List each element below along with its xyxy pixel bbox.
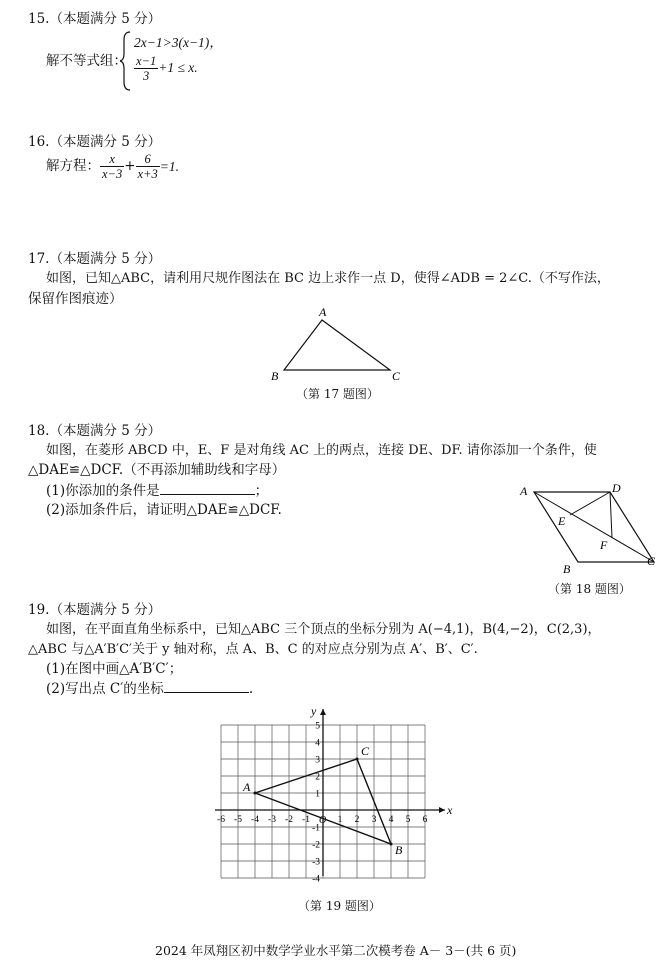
x-tick-label: 1 (337, 815, 343, 825)
q17-triangle-figure (266, 304, 406, 386)
segment-de (570, 492, 610, 515)
q18-part-2: (2)添加条件后，请证明△DAE≌△DCF. (46, 502, 282, 518)
label-a: A (319, 305, 327, 319)
y-tick-label: -3 (312, 857, 320, 868)
brace-icon (120, 30, 132, 92)
q17-line-1: 如图，已知△ABC，请利用尺规作图法在 BC 边上求作一点 D，使得∠ADB = 2∠C.（不写作法， (46, 271, 610, 286)
q18-answer-blank[interactable] (160, 481, 255, 495)
x-tick-label: 5 (405, 815, 411, 825)
q16-tail: =1. (159, 159, 180, 174)
q16-f1-num: x (100, 152, 124, 167)
y-tick-label: 5 (315, 721, 320, 732)
x-tick-label: 3 (371, 815, 377, 825)
q15-heading: 15.（本题满分 5 分） (28, 11, 162, 27)
q19-part-1: (1)在图中画△A′B′C′； (46, 661, 183, 677)
q16-fraction-1 (100, 152, 124, 181)
q16-f1-den: x−3 (102, 167, 123, 181)
label-a: A (520, 484, 528, 498)
y-tick-label: 2 (315, 772, 320, 783)
q16-lead: 解方程： (46, 158, 100, 174)
q18-line-2: △DAE≌△DCF.（不再添加辅助线和字母） (28, 462, 286, 478)
y-axis-arrow (320, 709, 326, 715)
triangle-abc (284, 320, 390, 370)
label-e: E (558, 514, 566, 528)
q16-equation (46, 152, 179, 181)
origin-label: O (319, 815, 327, 826)
page-footer: 2024 年凤翔区初中数学学业水平第二次模考卷 A－ 3－(共 6 页) (155, 943, 517, 958)
q15-frac-den: 3 (142, 69, 150, 83)
q18-part-1 (46, 481, 268, 500)
q16-heading: 16.（本题满分 5 分） (28, 134, 162, 150)
y-tick-label: -1 (312, 823, 320, 834)
q19-heading: 19.（本题满分 5 分） (28, 602, 162, 618)
x-tick-label: -6 (217, 815, 225, 825)
q18-caption: （第 18 题图） (548, 582, 631, 596)
x-tick-label: 4 (388, 815, 394, 825)
diagonal-ac (534, 492, 654, 562)
q15-frac-num: x−1 (136, 54, 157, 68)
q19-part-2-end: . (248, 681, 254, 697)
vertex-point (356, 758, 359, 761)
q19-part-2-label: (2)写出点 C′的坐标 (46, 681, 164, 697)
label-c: C (392, 369, 401, 383)
x-tick-label: -3 (268, 815, 276, 825)
label-b: B (271, 369, 279, 383)
x-tick-label: -4 (251, 815, 259, 825)
label-d: D (612, 481, 621, 495)
x-tick-label: -5 (234, 815, 242, 825)
q17-line-2: 保留作图痕迹） (28, 291, 123, 307)
q19-line-2: △ABC 与△A′B′C′关于 y 轴对称，点 A、B、C 的对应点分别为点 A′、B′、C′. (28, 642, 478, 657)
vertex-label: C (361, 744, 370, 758)
vertex-point (390, 843, 393, 846)
y-tick-label: -2 (312, 840, 320, 851)
q18-rhombus-figure (516, 478, 664, 576)
q16-f2-num: 6 (136, 152, 160, 167)
q16-fraction-2 (136, 152, 160, 181)
segment-df (610, 492, 612, 538)
y-tick-label: -4 (312, 874, 320, 885)
q18-line-1: 如图，在菱形 ABCD 中，E、F 是对角线 AC 上的两点，连接 DE、DF. 请你添加一个条件，使 (46, 443, 597, 458)
q17-heading: 17.（本题满分 5 分） (28, 251, 162, 267)
x-axis-arrow (439, 807, 445, 813)
q16-plus: + (124, 158, 136, 174)
label-b: B (563, 562, 571, 576)
label-c: C (647, 554, 656, 568)
q15-inequality-2 (134, 54, 198, 83)
label-f: F (600, 538, 608, 552)
q19-coordinate-grid (210, 688, 460, 894)
vertex-point (254, 792, 257, 795)
vertex-label: A (243, 780, 251, 794)
q18-part-1-end: ； (254, 483, 269, 499)
x-tick-label: 2 (354, 815, 360, 825)
q16-f2-den: x+3 (137, 167, 158, 181)
q15-inequality-1: 2x−1>3(x−1)， (134, 35, 223, 50)
q17-caption: （第 17 题图） (296, 387, 379, 401)
y-tick-label: 1 (315, 789, 320, 800)
q19-line-1: 如图，在平面直角坐标系中，已知△ABC 三个顶点的坐标分别为 A(−4,1)，B(4,−2)，C(2,3)， (46, 622, 601, 637)
q18-heading: 18.（本题满分 5 分） (28, 423, 162, 439)
q19-caption: （第 19 题图） (298, 899, 381, 913)
x-axis-label: x (447, 803, 453, 817)
x-tick-label: -2 (285, 815, 293, 825)
vertex-label: B (395, 843, 403, 857)
y-tick-label: 3 (315, 755, 320, 766)
q15-fraction (134, 54, 158, 83)
x-tick-label: -1 (302, 815, 310, 825)
q15-lead: 解不等式组： (46, 53, 127, 69)
y-tick-label: 4 (315, 738, 320, 749)
y-axis-label: y (311, 704, 317, 718)
q15-inequality-2-tail: +1 ≤ x. (158, 60, 198, 75)
x-tick-label: 6 (422, 815, 428, 825)
q18-part-1-label: (1)你添加的条件是 (46, 483, 160, 499)
